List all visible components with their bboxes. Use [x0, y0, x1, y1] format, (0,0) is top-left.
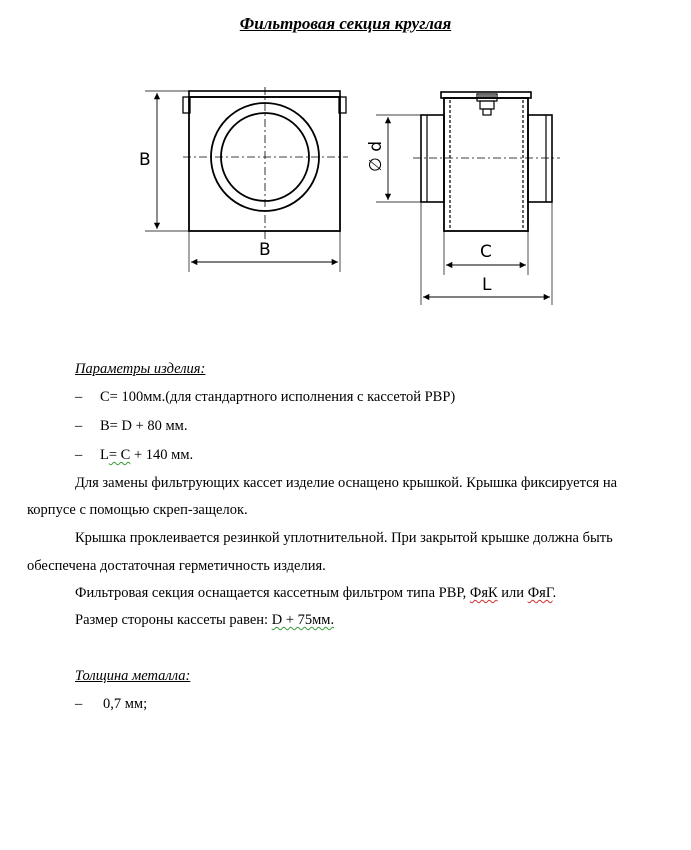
document-title: Фильтровая секция круглая: [239, 14, 452, 33]
front-width-label: B: [259, 240, 271, 260]
bullet-dash: –: [75, 389, 83, 405]
side-l-label: L: [482, 275, 492, 295]
side-view: [376, 92, 560, 305]
bullet-dash: –: [75, 447, 83, 463]
parameter-l-suffix: + 140 мм.: [130, 447, 194, 463]
side-c-label: C: [480, 242, 492, 262]
paragraph-filter-middle: или: [497, 585, 528, 601]
paragraph-filter-prefix: Фильтровая секция оснащается кассетным фильтром типа РВР,: [75, 585, 470, 601]
bullet-dash: –: [75, 418, 83, 434]
parameter-c: C= 100мм.(для стандартного исполнения с кассетой РВР): [100, 389, 456, 405]
front-height-label: B: [139, 150, 151, 170]
cassette-size-value: D + 75мм.: [271, 612, 335, 628]
parameter-l-spellcheck: = C: [108, 447, 131, 463]
side-diameter-label: ∅ d: [366, 140, 386, 172]
metal-thickness-value: 0,7 мм;: [103, 696, 148, 712]
parameter-b: B= D + 80 мм.: [100, 418, 188, 434]
technical-drawing: [0, 0, 691, 330]
paragraph-lid-line2: корпусе с помощью скреп-защелок.: [27, 502, 248, 518]
paragraph-lid-line1: Для замены фильтрующих кассет изделие оснащено крышкой. Крышка фиксируется на: [75, 475, 618, 491]
cassette-size-prefix: Размер стороны кассеты равен:: [75, 612, 272, 628]
bullet-dash: –: [75, 696, 83, 712]
paragraph-seal-line2: обеспечена достаточная герметичность изделия.: [27, 558, 326, 574]
filter-type-fyag: ФяГ: [527, 585, 553, 601]
front-view: [145, 87, 348, 272]
parameters-heading: Параметры изделия:: [75, 361, 206, 377]
paragraph-cassette-size: [75, 612, 334, 629]
paragraph-filter: [75, 585, 556, 602]
paragraph-filter-suffix: .: [552, 585, 557, 601]
metal-heading: Толщина металла:: [75, 668, 191, 684]
parameter-l-prefix: L: [100, 447, 109, 463]
filter-type-fyak: ФяК: [469, 585, 498, 601]
paragraph-seal-line1: Крышка проклеивается резинкой уплотнительной. При закрытой крышке должна быть: [75, 530, 613, 546]
parameter-l: [100, 447, 193, 464]
